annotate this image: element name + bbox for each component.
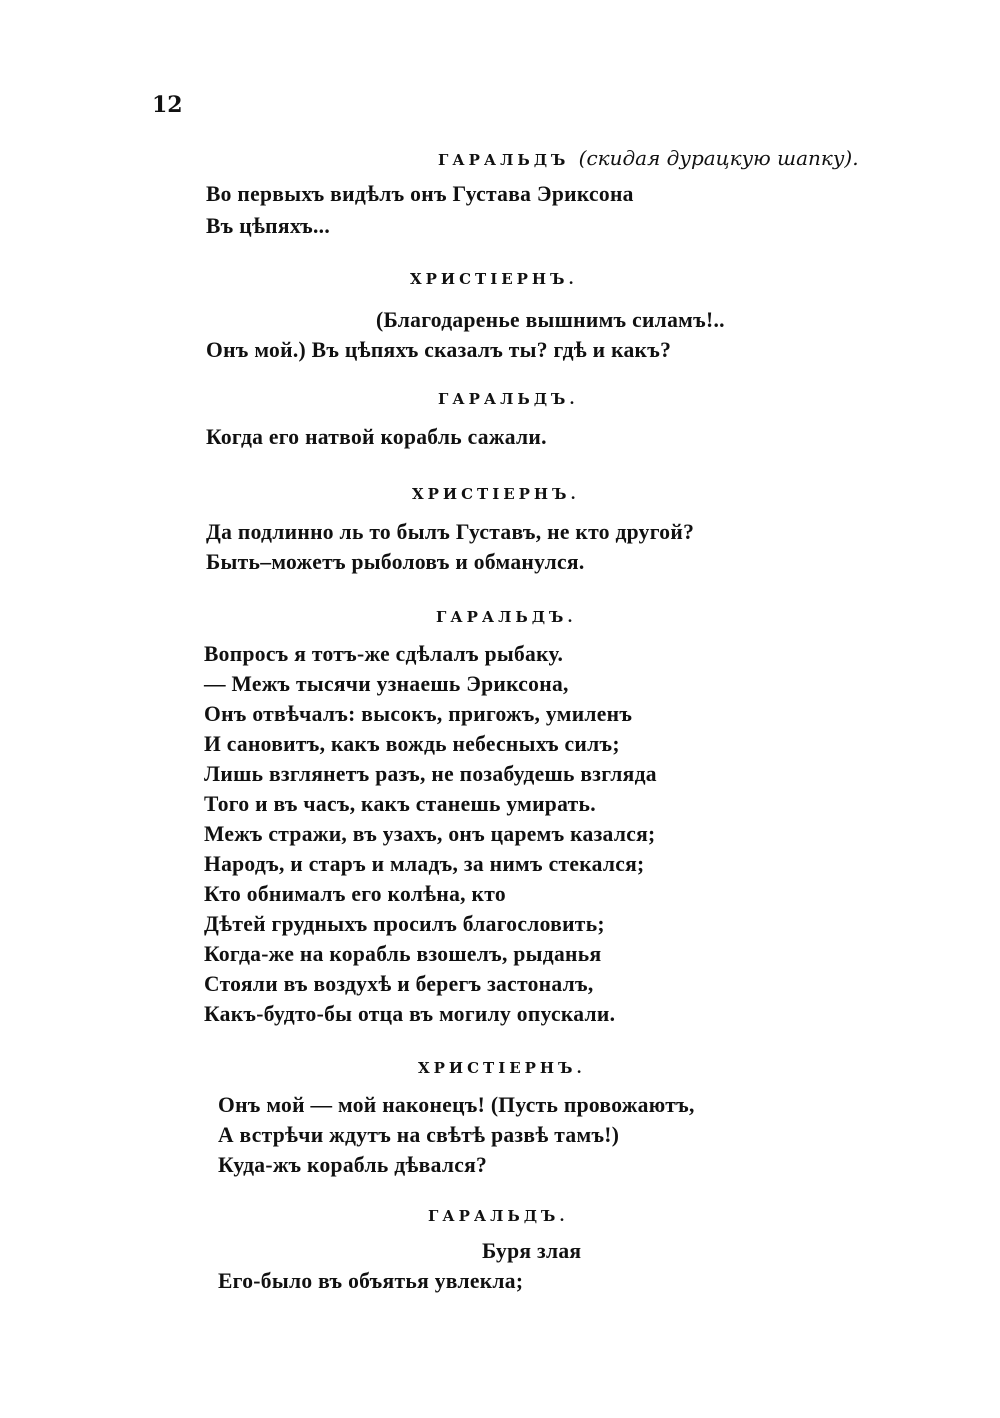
verse-line: Народъ, и старъ и младъ, за нимъ стекался; — [204, 851, 645, 876]
speaker-heading: ГАРАЛЬДЪ. — [436, 608, 577, 626]
verse-line: Когда его натвой корабль сажали. — [206, 424, 547, 449]
verse-line: — Межъ тысячи узнаешь Эриксона, — [204, 671, 569, 696]
verse-line: Его-было въ объятья увлекла; — [218, 1268, 524, 1293]
verse-line: Межъ стражи, въ узахъ, онъ царемъ казался; — [204, 821, 656, 846]
verse-line: Дѣтей грудныхъ просилъ благословить; — [204, 911, 605, 936]
page-number: 12 — [152, 92, 183, 118]
verse-line: Того и въ часъ, какъ станешь умирать. — [204, 791, 596, 816]
verse-line: Быть–можетъ рыболовъ и обманулся. — [206, 549, 585, 574]
speaker-heading — [438, 146, 859, 170]
verse-line: Во первыхъ видѣлъ онъ Густава Эриксона — [206, 181, 634, 206]
verse-line: Вопросъ я тотъ-же сдѣлалъ рыбаку. — [204, 641, 564, 666]
speaker-heading: ХРИСТІЕРНЪ. — [412, 485, 580, 503]
verse-line: Онъ мой — мой наконецъ! (Пусть провожаютъ, — [218, 1092, 695, 1117]
verse-line: И сановитъ, какъ вождь небесныхъ силъ; — [204, 731, 620, 756]
speaker-heading: ХРИСТІЕРНЪ. — [410, 270, 578, 288]
verse-line: Когда-же на корабль взошелъ, рыданья — [204, 941, 602, 966]
speaker-heading: ГАРАЛЬДЪ. — [428, 1207, 569, 1225]
verse-line: Въ цѣпяхъ... — [206, 213, 331, 238]
verse-line: Да подлинно ль то былъ Густавъ, не кто другой? — [206, 519, 695, 544]
verse-line: Стояли въ воздухѣ и берегъ застоналъ, — [204, 971, 594, 996]
verse-line: А встрѣчи ждутъ на свѣтѣ развѣ тамъ!) — [218, 1122, 620, 1147]
speaker-heading: ГАРАЛЬДЪ. — [438, 390, 579, 408]
verse-line: (Благодаренье вышнимъ силамъ!.. — [376, 307, 725, 332]
verse-line: Буря злая — [482, 1238, 582, 1263]
stage-direction: (скидая дурацкую шапку). — [578, 146, 859, 170]
verse-line: Куда-жъ корабль дѣвался? — [218, 1152, 488, 1177]
verse-line: Онъ мой.) Въ цѣпяхъ сказалъ ты? гдѣ и какъ? — [206, 337, 672, 362]
speaker-heading: ХРИСТІЕРНЪ. — [418, 1059, 586, 1077]
verse-line: Онъ отвѣчалъ: высокъ, пригожъ, умиленъ — [204, 701, 633, 726]
verse-line: Лишь взглянетъ разъ, не позабудешь взгляда — [204, 761, 657, 786]
verse-line: Какъ-будто-бы отца въ могилу опускали. — [204, 1001, 616, 1026]
verse-line: Кто обнималъ его колѣна, кто — [204, 881, 506, 906]
speaker-name: ГАРАЛЬДЪ — [438, 151, 570, 169]
